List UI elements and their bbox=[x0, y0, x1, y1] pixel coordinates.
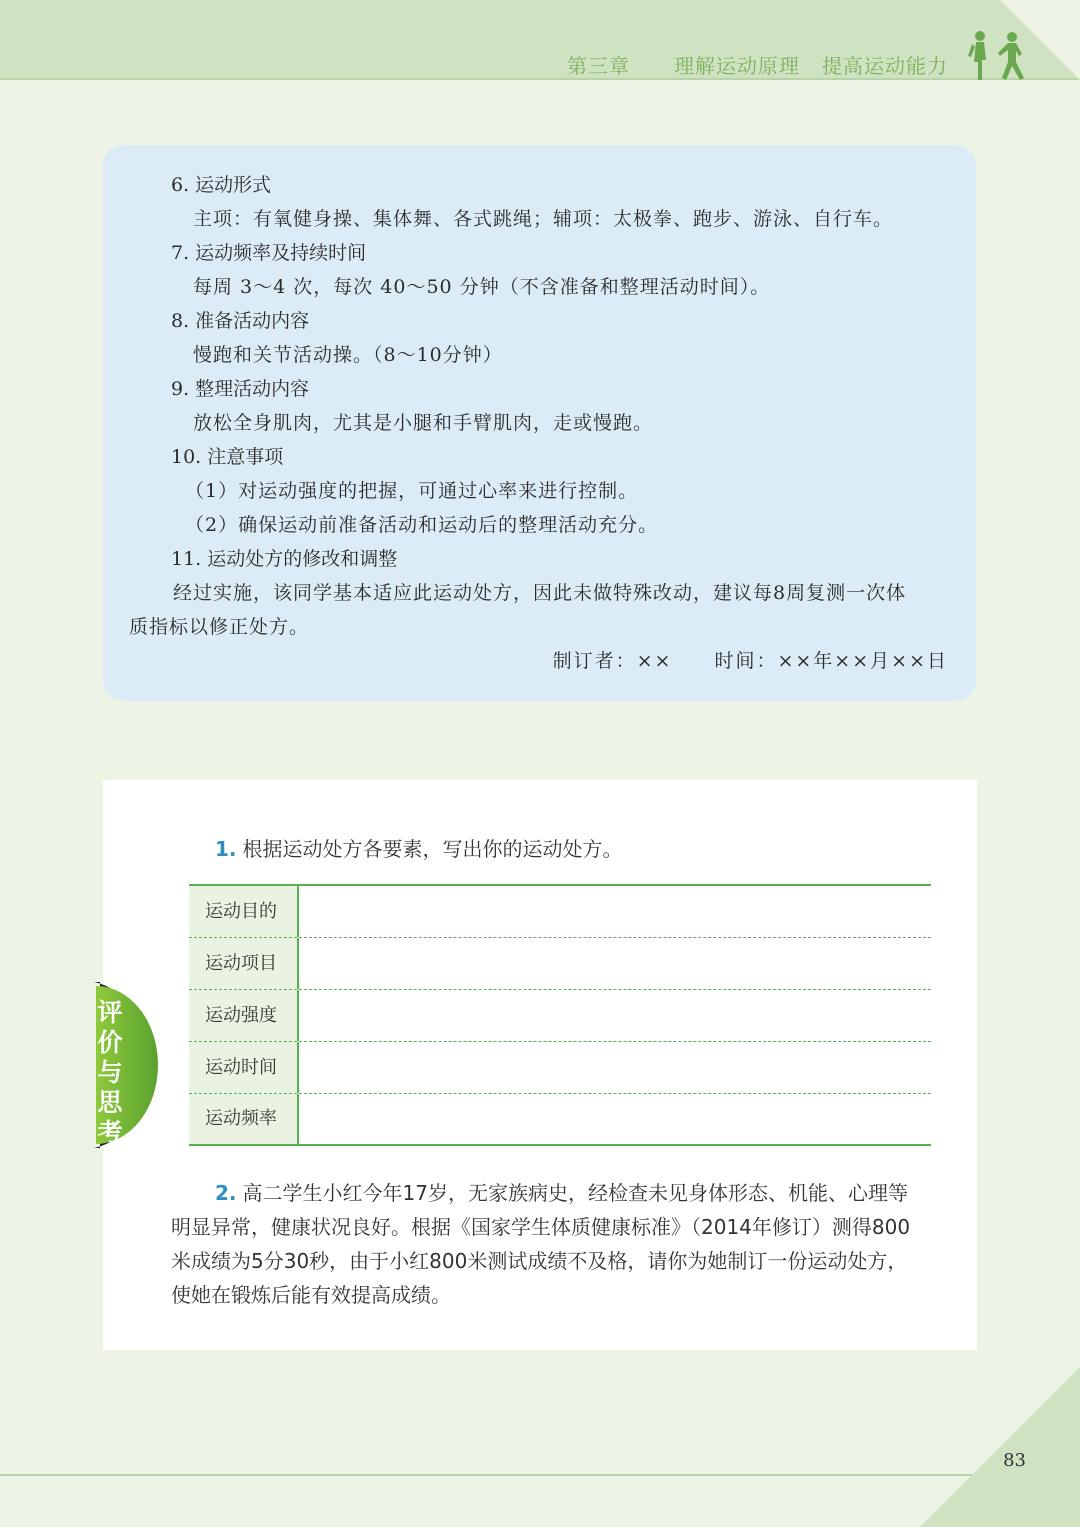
side-tab-char: 考 bbox=[97, 1118, 123, 1147]
item-body: 经过实施，该同学基本适应此运动处方，因此未做特殊改动，建议每8周复测一次体 bbox=[173, 582, 907, 604]
item-body: 慢跑和关节活动操。（8～10分钟） bbox=[193, 344, 503, 366]
item-heading: 7. 运动频率及持续时间 bbox=[171, 242, 367, 264]
question-1 bbox=[215, 832, 623, 866]
footer-corner bbox=[920, 1367, 1080, 1527]
row-label: 运动时间 bbox=[189, 1042, 299, 1093]
signature-line: 制订者：×× 时间：××年××月××日 bbox=[552, 650, 948, 672]
item-heading: 10. 注意事项 bbox=[171, 446, 284, 468]
question-2-line: 米成绩为5分30秒，由于小红800米测试成绩不及格，请你为她制订一份运动处方， bbox=[171, 1249, 908, 1273]
prescription-table bbox=[189, 884, 931, 1146]
question-2-line bbox=[215, 1176, 908, 1210]
item-heading: 6. 运动形式 bbox=[171, 174, 272, 196]
question-number: 2. bbox=[215, 1181, 237, 1205]
side-tab-char: 价 bbox=[97, 1028, 123, 1057]
question-text: 根据运动处方各要素，写出你的运动处方。 bbox=[242, 837, 623, 861]
evaluation-side-tab bbox=[90, 980, 160, 1150]
question-2-line: 明显异常，健康状况良好。根据《国家学生体质健康标准》（2014年修订）测得800 bbox=[171, 1215, 911, 1239]
running-header bbox=[567, 50, 948, 79]
item-heading: 11. 运动处方的修改和调整 bbox=[171, 548, 398, 570]
table-row bbox=[189, 1042, 931, 1094]
footer-rule bbox=[0, 1474, 1000, 1476]
row-answer-cell[interactable] bbox=[301, 1042, 931, 1093]
row-answer-cell[interactable] bbox=[301, 938, 931, 989]
item-heading: 9. 整理活动内容 bbox=[171, 378, 310, 400]
item-body: 放松全身肌肉，尤其是小腿和手臂肌肉，走或慢跑。 bbox=[193, 412, 654, 434]
row-answer-cell[interactable] bbox=[301, 990, 931, 1041]
table-row bbox=[189, 886, 931, 938]
item-body: （2）确保运动前准备活动和运动后的整理活动充分。 bbox=[185, 514, 659, 536]
item-heading: 8. 准备活动内容 bbox=[171, 310, 310, 332]
item-body: 主项：有氧健身操、集体舞、各式跳绳；辅项：太极拳、跑步、游泳、自行车。 bbox=[193, 208, 894, 230]
row-label: 运动频率 bbox=[189, 1094, 299, 1144]
question-text: 高二学生小红今年17岁，无家族病史，经检查未见身体形态、机能、心理等 bbox=[242, 1181, 908, 1205]
side-tab-label bbox=[96, 998, 124, 1148]
row-label: 运动强度 bbox=[189, 990, 299, 1041]
side-tab-char: 思 bbox=[97, 1088, 123, 1117]
row-label: 运动项目 bbox=[189, 938, 299, 989]
question-number: 1. bbox=[215, 837, 237, 861]
side-tab-char: 评 bbox=[97, 998, 123, 1027]
chapter-title-part2: 提高运动能力 bbox=[822, 54, 948, 78]
row-answer-cell[interactable] bbox=[301, 886, 931, 937]
item-body: 质指标以修正处方。 bbox=[129, 616, 310, 638]
row-label: 运动目的 bbox=[189, 886, 299, 937]
chapter-title-part1: 理解运动原理 bbox=[674, 54, 800, 78]
item-body: 每周 3～4 次，每次 40～50 分钟（不含准备和整理活动时间）。 bbox=[193, 276, 771, 298]
page-number: 83 bbox=[1003, 1450, 1026, 1471]
side-tab-char: 与 bbox=[97, 1058, 123, 1087]
item-body: （1）对运动强度的把握，可通过心率来进行控制。 bbox=[185, 480, 639, 502]
table-row bbox=[189, 938, 931, 990]
table-row bbox=[189, 1094, 931, 1144]
chapter-label: 第三章 bbox=[567, 54, 630, 78]
runners-icon bbox=[966, 30, 1032, 82]
prescription-box bbox=[103, 145, 976, 701]
exercise-box bbox=[103, 780, 977, 1350]
row-answer-cell[interactable] bbox=[301, 1094, 931, 1144]
question-2-line: 使她在锻炼后能有效提高成绩。 bbox=[171, 1283, 451, 1307]
table-row bbox=[189, 990, 931, 1042]
